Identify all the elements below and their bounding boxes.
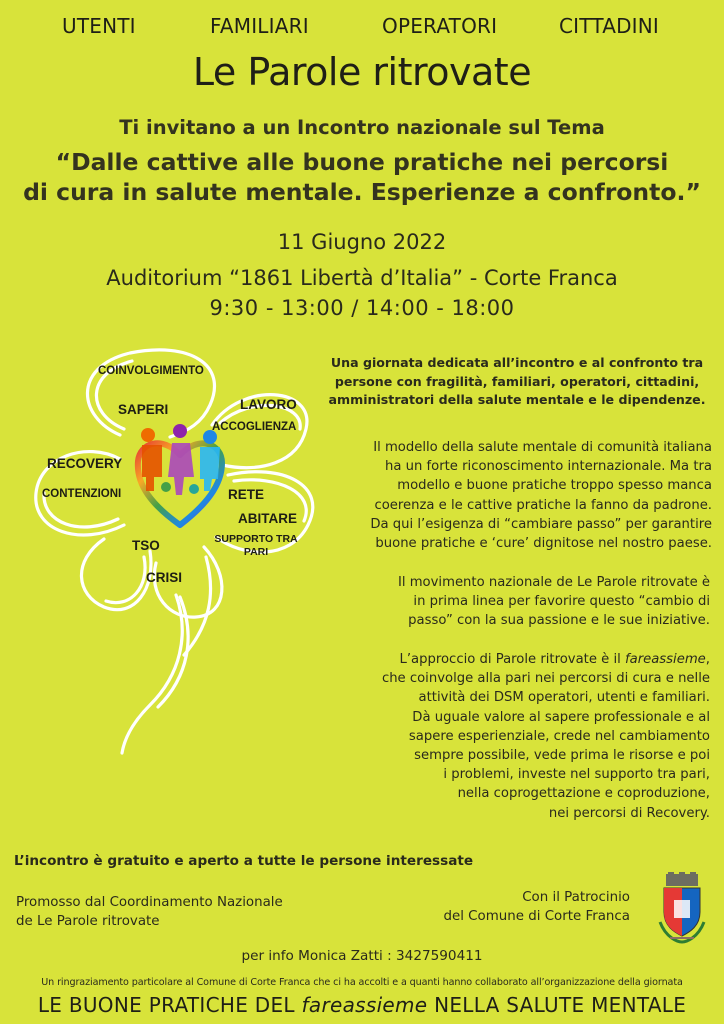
flower-word-coinvolgimento: COINVOLGIMENTO: [98, 365, 204, 377]
audience-utenti: UTENTI: [62, 14, 136, 38]
flower-word-crisi: CRISI: [146, 570, 183, 585]
paragraph-approach: L’approccio di Parole ritrovate è il fareassieme, che coinvolge alla pari nei percorsi di cura e nelle attività dei DSM operatori, utenti e familiari. Dà uguale valore al sapere professionale e al sapere esperienziale, crede nel cambiamento sempre possibile, vede prima le risorse e poi i problemi, investe nel supporto tra pari, nella coprogettazione e coproduzione, nei percorsi di Recovery.: [330, 650, 710, 823]
footer-slogan: LE BUONE PRATICHE DEL fareassieme NELLA SALUTE MENTALE: [37, 993, 687, 1017]
audience-cittadini: CITTADINI: [559, 14, 660, 38]
corte-franca-crest-icon: [656, 872, 708, 944]
invite-line: Ti invitano a un Incontro nazionale sul Tema: [119, 116, 605, 139]
flower-word-accoglienza: ACCOGLIENZA: [212, 421, 297, 433]
paragraph-model: Il modello della salute mentale di comunità italiana ha un forte riconoscimento internazionale. Ma tra modello e buone pratiche troppo spesso manca coerenza e le cattive pratiche la fanno da padrone. Da qui l’esigenza di “cambiare passo” per garantire buone pratiche e ‘cure’ dignitose nel nostro paese.: [370, 440, 712, 552]
flower-word-abitare: ABITARE: [238, 511, 297, 526]
theme-quote: [0, 147, 724, 207]
page-title: Le Parole ritrovate: [192, 50, 532, 94]
flower-word-lavoro: LAVORO: [240, 397, 297, 412]
flower-word-recovery: RECOVERY: [47, 456, 123, 471]
thanks-note: Un ringraziamento particolare al Comune di Corte Franca che ci ha accolti e a quanti hanno collaborato all’organizzazione della giornata: [41, 977, 683, 988]
approach-line-1: L’approccio di Parole ritrovate è il fareassieme,: [399, 652, 710, 667]
flower-word-tso: TSO: [132, 538, 160, 553]
audience-operatori: OPERATORI: [382, 14, 498, 38]
quote-line-1: “Dalle cattive alle buone pratiche nei percorsi: [55, 148, 669, 176]
flower-word-contenzioni: CONTENZIONI: [42, 488, 122, 500]
audience-familiari: FAMILIARI: [210, 14, 309, 38]
quote-line-2: di cura in salute mentale. Esperienze a confronto.”: [23, 178, 701, 206]
rainbow-heart-people-icon: [132, 421, 228, 529]
flower-word-saperi: SAPERI: [118, 402, 169, 417]
flower-word-rete: RETE: [228, 487, 265, 502]
intro-text: Una giornata dedicata all’incontro e al confronto tra persone con fragilità, familiari, operatori, cittadini, amministratori della salute mentale e le dipendenze.: [328, 355, 706, 407]
contact-info: per info Monica Zatti : 3427590411: [241, 948, 483, 964]
event-venue: Auditorium “1861 Libertà d’Italia” - Corte Franca: [106, 266, 618, 290]
flower-word-supporto: SUPPORTO TRA PARI: [214, 533, 298, 558]
patronage: Con il Patrocinio del Comune di Corte Franca: [443, 890, 630, 924]
event-date: 11 Giugno 2022: [277, 230, 447, 254]
event-hours: 9:30 - 13:00 / 14:00 - 18:00: [209, 296, 515, 320]
flower-illustration: [20, 325, 330, 755]
paragraph-movement: Il movimento nazionale de Le Parole ritrovate è in prima linea per favorire questo “cambio di passo” con la sua passione e le sue iniziative.: [397, 575, 710, 629]
promoted-by: Promosso dal Coordinamento Nazionale de Le Parole ritrovate: [16, 895, 283, 929]
free-entry-note: L’incontro è gratuito e aperto a tutte le persone interessate: [14, 853, 474, 869]
